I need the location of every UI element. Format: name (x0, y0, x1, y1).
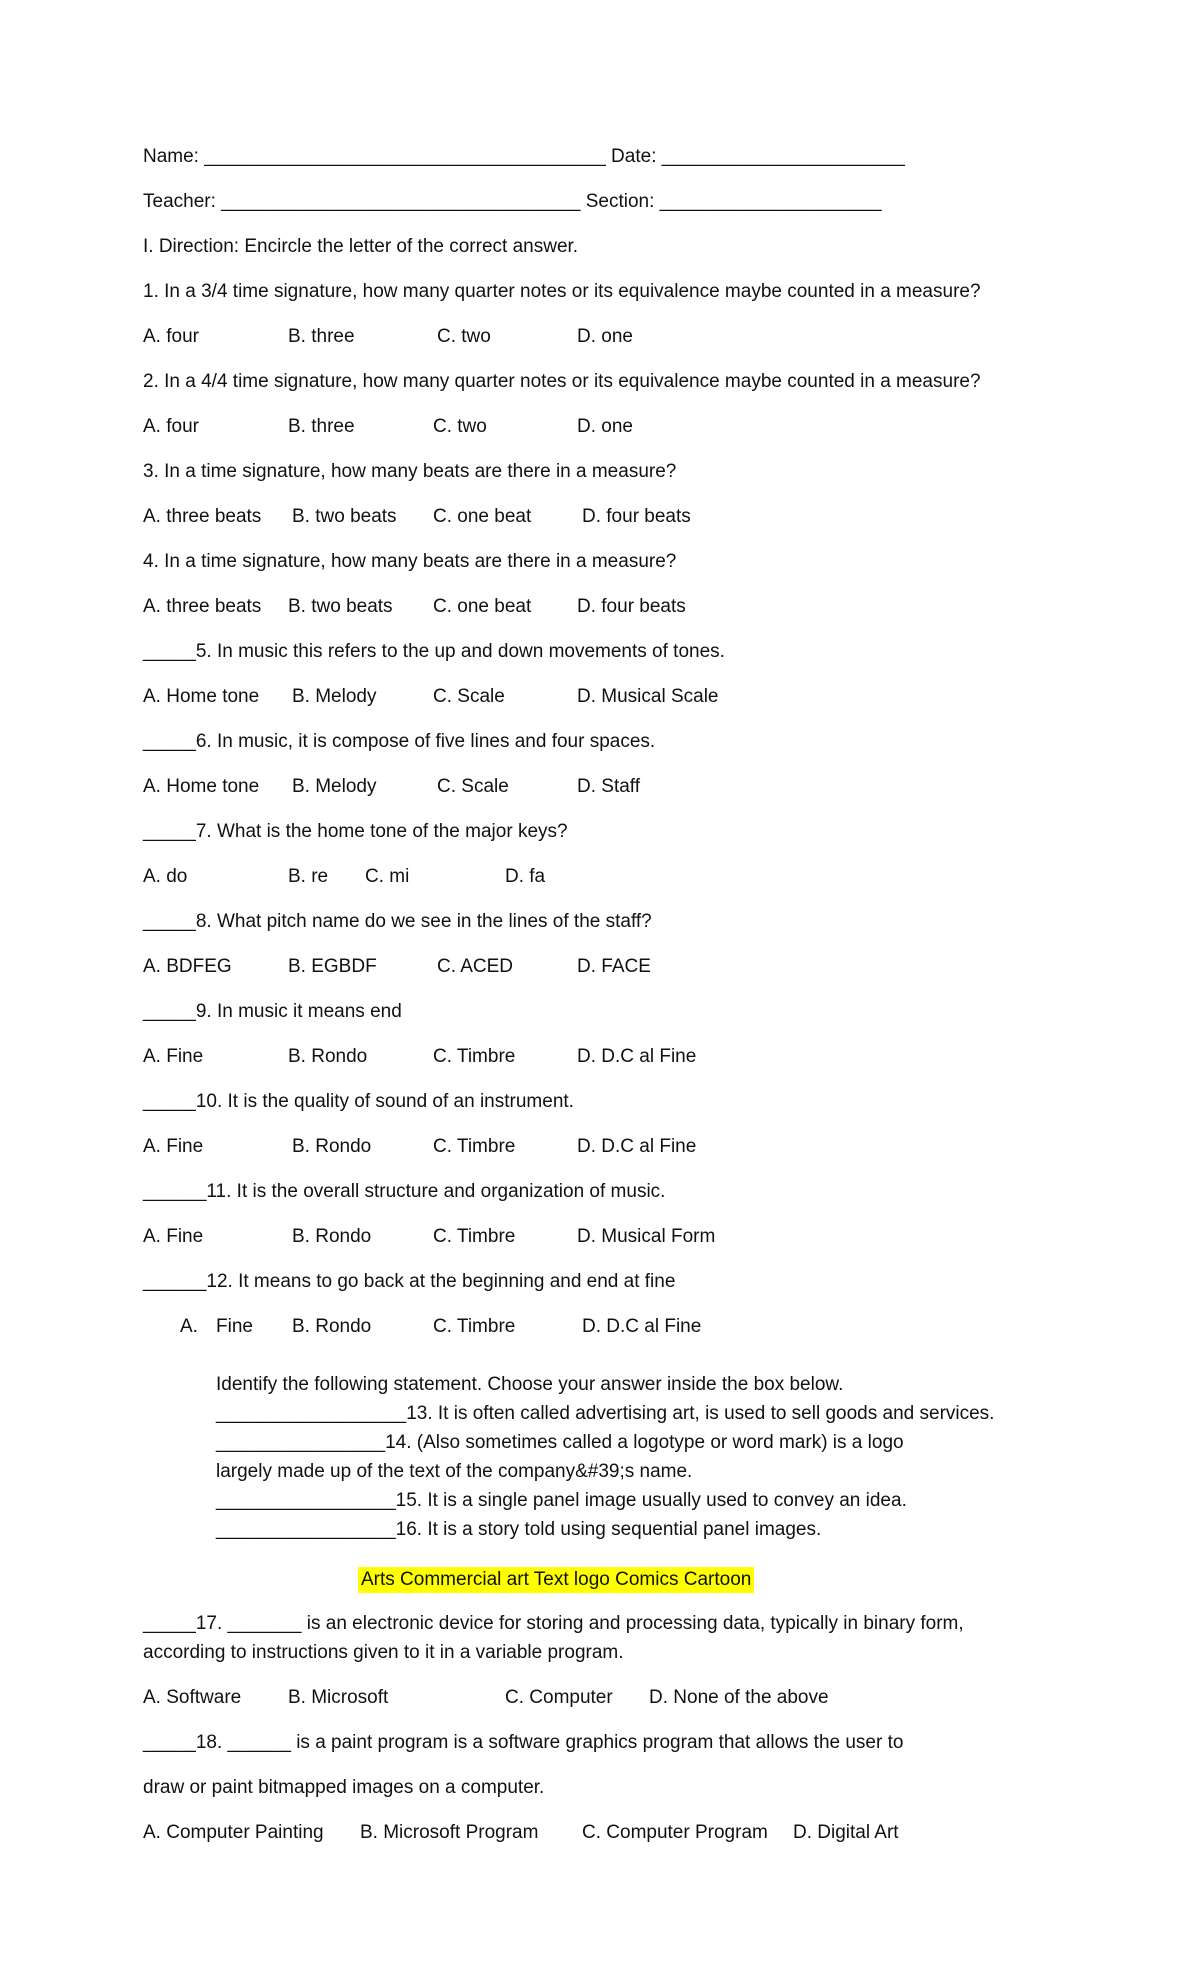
option: C. Scale (437, 776, 509, 797)
option: A. Computer Painting (143, 1822, 324, 1843)
option: A. do (143, 866, 188, 887)
option: B. Rondo (292, 1316, 372, 1337)
question-7-options (0, 865, 1200, 889)
option: A. four (143, 416, 199, 437)
question-8: _____8. What pitch name do we see in the lines of the staff? (143, 911, 652, 932)
option: B. Rondo (288, 1046, 368, 1067)
option: A. Fine (143, 1046, 204, 1067)
option: A. Fine (143, 1136, 204, 1157)
option: Fine (216, 1316, 253, 1337)
question-18-options (0, 1821, 1200, 1845)
option: B. two beats (292, 506, 397, 527)
question-9: _____9. In music it means end (143, 1001, 402, 1022)
option: D. one (577, 326, 633, 347)
question-5: _____5. In music this refers to the up and down movements of tones. (143, 641, 725, 662)
option: B. EGBDF (288, 956, 377, 977)
option: C. Timbre (433, 1046, 516, 1067)
teacher-section-line: Teacher: __________________________________ Section: _____________________ (143, 191, 882, 212)
question-10: _____10. It is the quality of sound of an instrument. (143, 1091, 574, 1112)
option: B. Microsoft Program (360, 1822, 539, 1843)
option: A. Home tone (143, 776, 260, 797)
option: C. ACED (437, 956, 514, 977)
option: A. four (143, 326, 199, 347)
option: D. None of the above (649, 1687, 829, 1708)
question-17: _____17. _______ is an electronic device for storing and processing data, typically in binary form, (143, 1613, 964, 1634)
answer-choices-highlight: Arts Commercial art Text logo Comics Cartoon (358, 1567, 754, 1593)
option: D. Musical Form (577, 1226, 716, 1247)
question-1-options (0, 325, 1200, 349)
option: C. two (433, 416, 487, 437)
option: C. Timbre (433, 1226, 516, 1247)
identify-item-14: ________________14. (Also sometimes called a logotype or word mark) is a logo (216, 1432, 904, 1453)
option: D. FACE (577, 956, 651, 977)
question-4-options (0, 595, 1200, 619)
option: C. Scale (433, 686, 505, 707)
option: D. fa (505, 866, 546, 887)
option: D. four beats (577, 596, 686, 617)
option: A. BDFEG (143, 956, 232, 977)
option: C. Timbre (433, 1136, 516, 1157)
question-1: 1. In a 3/4 time signature, how many quarter notes or its equivalence maybe counted in a measure? (143, 281, 981, 302)
option: B. Microsoft (288, 1687, 389, 1708)
question-11: ______11. It is the overall structure and organization of music. (143, 1181, 666, 1202)
option: B. Rondo (292, 1226, 372, 1247)
identify-item-14-cont: largely made up of the text of the company&#39;s name. (216, 1461, 693, 1482)
option: C. one beat (433, 506, 532, 527)
question-11-options (0, 1225, 1200, 1249)
question-7: _____7. What is the home tone of the major keys? (143, 821, 568, 842)
identify-item-13: __________________13. It is often called advertising art, is used to sell goods and services. (216, 1403, 995, 1424)
option: A. Software (143, 1687, 242, 1708)
question-12: ______12. It means to go back at the beginning and end at fine (143, 1271, 676, 1292)
question-10-options (0, 1135, 1200, 1159)
option: A. (180, 1316, 198, 1337)
option: D. four beats (582, 506, 691, 527)
option: B. three (288, 416, 355, 437)
option: C. mi (365, 866, 410, 887)
question-12-options (0, 1315, 1200, 1339)
option: D. D.C al Fine (577, 1046, 697, 1067)
direction-text: I. Direction: Encircle the letter of the correct answer. (143, 236, 579, 257)
question-9-options (0, 1045, 1200, 1069)
question-17-cont: according to instructions given to it in a variable program. (143, 1642, 624, 1663)
option: B. two beats (288, 596, 393, 617)
option: C. Computer (505, 1687, 613, 1708)
option: D. D.C al Fine (577, 1136, 697, 1157)
option: C. two (437, 326, 491, 347)
question-18: _____18. ______ is a paint program is a software graphics program that allows the user to (143, 1732, 904, 1753)
question-8-options (0, 955, 1200, 979)
option: C. Timbre (433, 1316, 516, 1337)
option: B. three (288, 326, 355, 347)
option: A. Fine (143, 1226, 204, 1247)
option: A. Home tone (143, 686, 260, 707)
option: B. Melody (292, 776, 377, 797)
question-6: _____6. In music, it is compose of five lines and four spaces. (143, 731, 656, 752)
option: D. Staff (577, 776, 641, 797)
option: C. one beat (433, 596, 532, 617)
identify-item-16: _________________16. It is a story told using sequential panel images. (216, 1519, 822, 1540)
option: B. Melody (292, 686, 377, 707)
question-6-options (0, 775, 1200, 799)
question-2-options (0, 415, 1200, 439)
option: B. re (288, 866, 329, 887)
option: C. Computer Program (582, 1822, 768, 1843)
option: D. one (577, 416, 633, 437)
question-3-options (0, 505, 1200, 529)
option: D. Musical Scale (577, 686, 719, 707)
identify-item-15: _________________15. It is a single panel image usually used to convey an idea. (216, 1490, 907, 1511)
name-date-line: Name: ______________________________________ Date: _______________________ (143, 146, 905, 167)
option: D. Digital Art (793, 1822, 899, 1843)
question-17-options (0, 1686, 1200, 1710)
option: A. three beats (143, 506, 262, 527)
option: B. Rondo (292, 1136, 372, 1157)
question-18-cont: draw or paint bitmapped images on a computer. (143, 1777, 545, 1798)
option: A. three beats (143, 596, 262, 617)
identify-instruction: Identify the following statement. Choose your answer inside the box below. (216, 1374, 844, 1395)
question-5-options (0, 685, 1200, 709)
question-2: 2. In a 4/4 time signature, how many quarter notes or its equivalence maybe counted in a measure? (143, 371, 981, 392)
question-4: 4. In a time signature, how many beats are there in a measure? (143, 551, 677, 572)
question-3: 3. In a time signature, how many beats are there in a measure? (143, 461, 677, 482)
option: D. D.C al Fine (582, 1316, 702, 1337)
